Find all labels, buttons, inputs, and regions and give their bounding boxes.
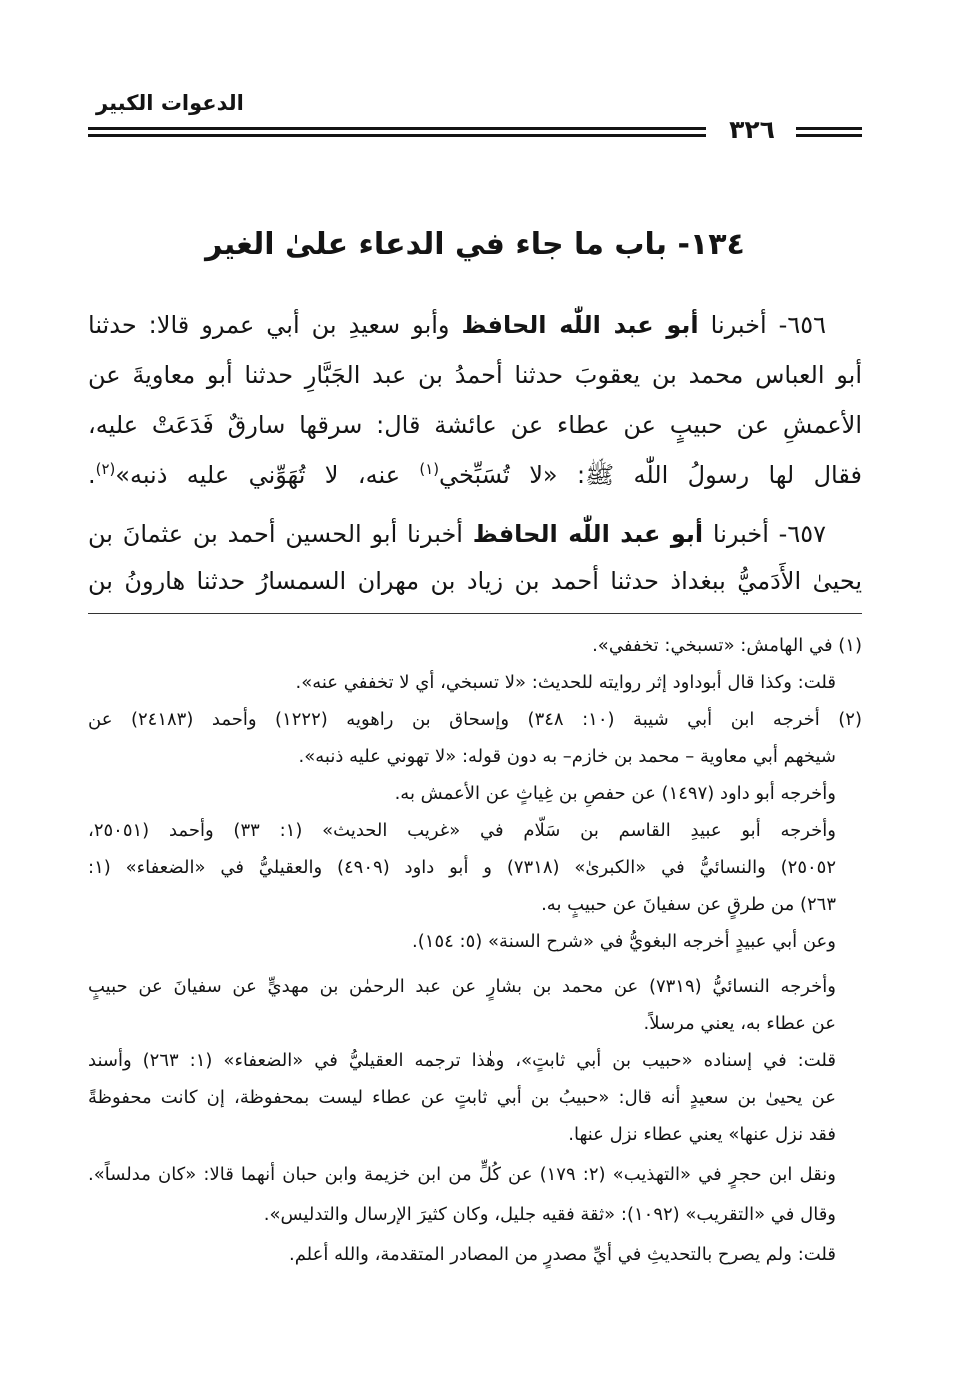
hadith-line: أبو العباس محمد بن يعقوبَ حدثنا أحمدُ بن عبد الجَبَّارِ حدثنا أبو معاويةَ عن [88,361,862,389]
hadith-line [88,450,862,500]
footnote-line: قلت: في إسناده «حبيب بن أبي ثابتٍ»، وهٰذا ترجمه العقيليُّ في «الضعفاء» (١: ٢٦٣) وأسند [88,1050,836,1071]
footnote-entry [88,1196,862,1233]
hadith-657 [88,511,862,605]
line-text: فقال لها رسولُ اللّٰه ﷺ: «لا تُسَبِّخي [439,461,862,489]
footnote-entry [88,923,862,960]
footnote-entry [88,1236,862,1273]
footnote-line: (١) في الهامش: «تسبخي: تخففي». [592,635,862,656]
footnote-line: وقال في «التقريب» (١٠٩٢): «ثقة فقيه جليل، وكان كثيرَ الإرسال والتدليس». [263,1204,836,1225]
footnote-ref: (٢) [95,460,116,479]
line-text: أخبرنا أبو الحسين أحمد بن عثمانَ بن [88,520,473,548]
footnote-line: شيخهم أبي معاوية – محمد بن خازم– به دون قوله: «لا تهوني عليه ذنبه». [298,746,836,767]
line-text: . [88,461,96,489]
page-number: ٣٢٦ [729,115,775,144]
line-text: ٦٥٧- أخبرنا [703,520,826,548]
header-rule-short [796,127,862,137]
footnote-line: وأخرجه النسائيُّ (٧٣١٩) عن محمد بن بشارٍ عن عبد الرحمٰن بن مهديٍّ عن سفيانَ عن حبيبٍ [88,976,836,997]
footnote-entry [88,968,862,1042]
footnote-line: عن يحيىٰ بن سعيدٍ أنه قال: «حبيبُ بن أبي ثابتٍ عن عطاء ليست بمحفوظة، إن كانت محفوظةً [88,1087,836,1108]
footnote-line: ٢٦٣) من طرقٍ عن سفيانَ عن حبيبٍ به. [541,894,836,915]
hadith-line [88,511,862,558]
footnote-entry [88,627,862,664]
footnote-ref: (١) [419,460,440,479]
footnote-entry [88,701,862,775]
footnote-line: وأخرجه أبو عبيدِ القاسم بن سَلّام في «غريب الحديث» (١: ٣٣) وأحمد (٢٥٠٥١، [88,820,837,841]
footnote-line: وعن أبي عبيدٍ أخرجه البغويُّ في «شرح السنة» (٥: ١٥٤). [412,931,836,952]
hadith-656 [88,300,862,500]
footnote-line: ٢٥٠٥٢) والنسائيُّ في «الكبرىٰ» (٧٣١٨) و أبو داود (٤٩٠٩) والعقيليُّ في «الضعفاء» (١: [88,857,836,878]
hadith-line: يحيىٰ الأَدَميُّ ببغداذ حدثنا أحمد بن زياد بن مهران السمسارُ حدثنا هارونُ بن [88,567,862,595]
line-text: وأبو سعيدِ بن أبي عمرو قالا: حدثنا [88,311,462,339]
footnote-line: قلت: وكذا قال أبوداود إثر روايته للحديث: «لا تسبخي، أي لا تخففي عنه». [295,672,836,693]
footnote-entry [88,664,862,701]
line-text: ٦٥٦- أخبرنا [698,311,826,339]
narrator-name: أبو عبد اللّٰه الحافظ [461,311,699,339]
footnotes [88,627,862,1273]
line-text: عنه، لا تُهَوِّني عليه ذنبه» [115,461,420,489]
footnote-line: قلت: ولم يصرح بالتحديثِ في أيِّ مصدرٍ من المصادر المتقدمة، والله أعلم. [288,1244,836,1265]
footnote-line: عن عطاء به، يعني مرسلاً. [643,1013,836,1034]
hadith-line: الأعمشِ عن حبيبٍ عن عطاء عن عائشة قال: سرقها سارقٌ فَدَعَتْ عليه، [88,411,862,439]
chapter-title: ١٣٤- باب ما جاء في الدعاء علىٰ الغير [205,227,745,262]
narrator-name: أبو عبد اللّٰه الحافظ [472,520,704,548]
footnote-entry [88,1042,862,1153]
footnote-entry [88,812,862,923]
footnote-line: ونقل ابن حجرٍ في «التهذيب» (٢: ١٧٩) عن كُلٍّ من ابن خزيمة وابن حبان أنهما قالا: «كان مدلساً». [88,1164,836,1185]
hadith-line [88,300,862,350]
running-header-title: الدعوات الكبير [96,91,244,115]
header-rule-long [88,127,706,137]
footnote-entry [88,775,862,812]
footnote-line: (٢) أخرجه ابن أبي شيبة (١٠: ٣٤٨) وإسحاق بن راهويه (١٢٢٢) وأحمد (٢٤١٨٣) عن [88,709,862,730]
footnote-line: وأخرجه أبو داود (١٤٩٧) عن حفصِ بن غِياثٍ عن الأعمش به. [394,783,836,804]
footnote-separator [88,613,862,614]
footnote-line: فقد نزل عنها» يعني عطاء نزل عنها. [568,1124,836,1145]
footnote-entry [88,1156,862,1193]
